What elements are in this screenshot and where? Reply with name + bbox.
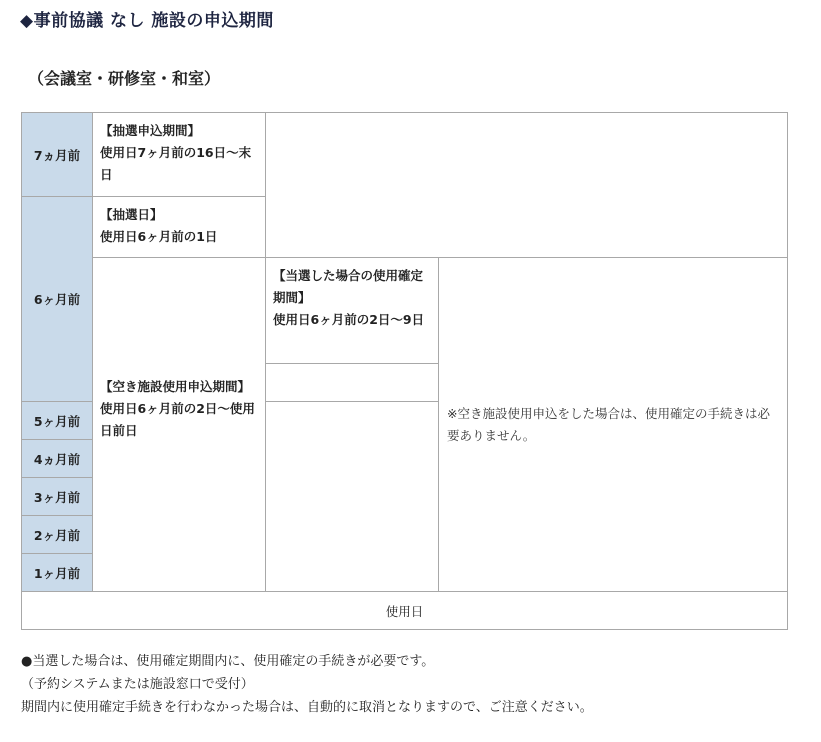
application-period-table xyxy=(21,112,788,630)
month-label-7: 7ヵ月前 xyxy=(21,112,93,197)
vacant-note-text: ※空き施設使用申込をした場合は、使用確定の手続きは必要ありません。 xyxy=(447,405,770,443)
empty-cell-mid xyxy=(265,363,439,402)
lottery-day-cell xyxy=(92,196,266,258)
lottery-period-body: 使用日7ヶ月前の16日〜末日 xyxy=(100,145,252,182)
vacant-note-cell xyxy=(438,257,788,592)
footnote-line-2: （予約システムまたは施設窓口で受付） xyxy=(21,677,254,692)
month-label-3: 3ヶ月前 xyxy=(21,477,93,516)
footnote-line-1: ●当選した場合は、使用確定期間内に、使用確定の手続きが必要です。 xyxy=(21,654,435,669)
page-title: ◆事前協議 なし 施設の申込期間 xyxy=(20,11,274,31)
lottery-period-title: 【抽選申込期間】 xyxy=(100,123,201,138)
section-subtitle: （会議室・研修室・和室） xyxy=(28,69,221,88)
month-label-5: 5ヶ月前 xyxy=(21,401,93,440)
footnote-line-3: 期間内に使用確定手続きを行わなかった場合は、自動的に取消となりますので、ご注意ください。 xyxy=(21,700,593,715)
lottery-day-body: 使用日6ヶ月前の1日 xyxy=(100,229,218,244)
lottery-day-title: 【抽選日】 xyxy=(100,207,163,222)
vacant-period-cell xyxy=(92,257,266,592)
month-label-6: 6ヶ月前 xyxy=(21,196,93,402)
lottery-period-cell xyxy=(92,112,266,197)
empty-cell-top-right xyxy=(265,112,788,258)
use-day-row: 使用日 xyxy=(21,591,788,630)
confirm-period-body: 使用日6ヶ月前の2日〜9日 xyxy=(273,312,425,327)
confirm-period-cell xyxy=(265,257,439,364)
vacant-period-body: 使用日6ヶ月前の2日〜使用日前日 xyxy=(100,401,255,438)
month-label-4: 4ヵ月前 xyxy=(21,439,93,478)
month-label-1: 1ヶ月前 xyxy=(21,553,93,592)
footnotes xyxy=(21,650,593,719)
empty-cell-lower xyxy=(265,401,439,592)
month-label-2: 2ヶ月前 xyxy=(21,515,93,554)
vacant-period-title: 【空き施設使用申込期間】 xyxy=(100,379,251,394)
confirm-period-title: 【当選した場合の使用確定期間】 xyxy=(273,268,424,305)
